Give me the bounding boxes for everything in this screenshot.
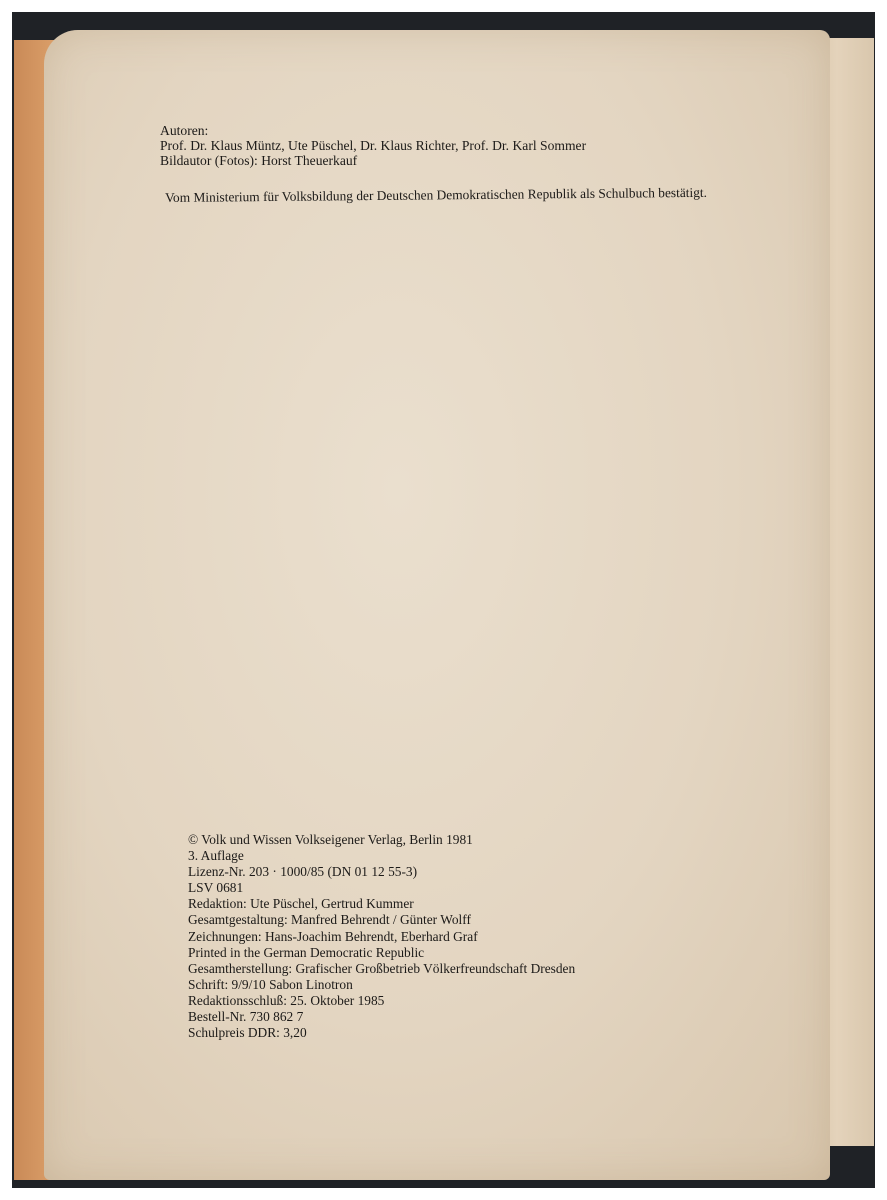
photo-credit: Bildautor (Fotos): Horst Theuerkauf — [160, 153, 358, 168]
imprint-block — [188, 832, 575, 1041]
imprint-line: Schulpreis DDR: 3,20 — [188, 1025, 307, 1041]
imprint-line: © Volk und Wissen Volkseigener Verlag, Berlin 1981 — [188, 832, 473, 847]
imprint-line: 3. Auflage — [188, 848, 244, 864]
imprint-line: Zeichnungen: Hans-Joachim Behrendt, Eberhard Graf — [188, 928, 478, 944]
imprint-line: Gesamtherstellung: Grafischer Großbetrieb Völkerfreundschaft Dresden — [188, 960, 576, 976]
imprint-line: Printed in the German Democratic Republic — [188, 944, 425, 960]
imprint-line: Schrift: 9/9/10 Sabon Linotron — [188, 976, 353, 992]
authors-names: Prof. Dr. Klaus Müntz, Ute Püschel, Dr. Klaus Richter, Prof. Dr. Karl Sommer — [160, 138, 587, 153]
imprint-line: Redaktionsschluß: 25. Oktober 1985 — [188, 992, 385, 1008]
approval-text: Vom Ministerium für Volksbildung der Deutschen Demokratischen Republik als Schulbuch bestätigt. — [165, 184, 708, 205]
imprint-line: Bestell-Nr. 730 862 7 — [188, 1009, 304, 1025]
authors-label: Autoren: — [160, 123, 209, 138]
imprint-line: LSV 0681 — [188, 880, 244, 896]
imprint-line: Gesamtgestaltung: Manfred Behrendt / Günter Wolff — [188, 912, 471, 928]
imprint-line: Redaktion: Ute Püschel, Gertrud Kummer — [188, 896, 414, 912]
imprint-line: Lizenz-Nr. 203 · 1000/85 (DN 01 12 55-3) — [188, 864, 418, 880]
authors-block — [160, 123, 586, 168]
